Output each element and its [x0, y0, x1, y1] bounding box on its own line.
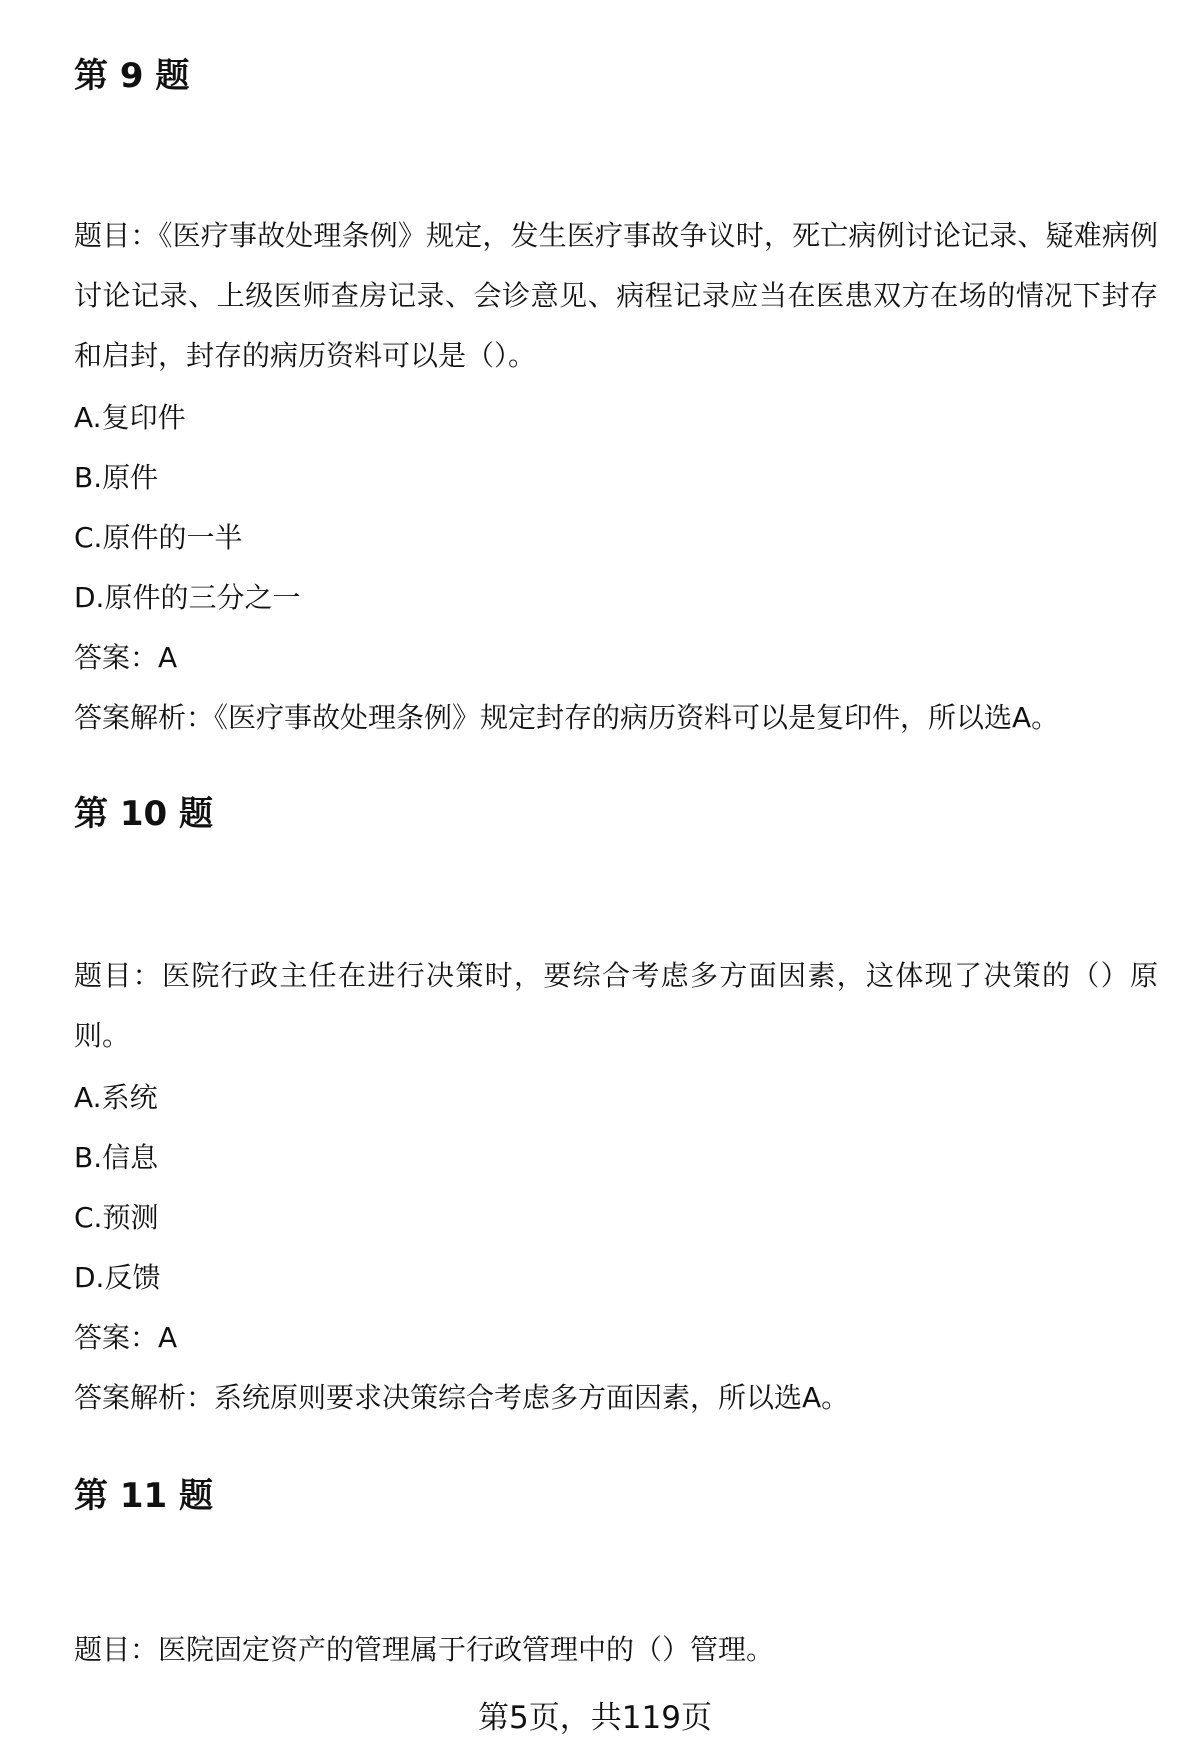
- question-9-option-d: D.原件的三分之一: [74, 581, 301, 614]
- question-10-stem: 题目：医院行政主任在进行决策时，要综合考虑多方面因素，这体现了决策的（）原则。: [74, 959, 1158, 1052]
- question-11-stem: 题目：医院固定资产的管理属于行政管理中的（）管理。: [74, 1633, 775, 1666]
- page-footer: 第5页，共119页: [478, 1700, 712, 1736]
- question-9-answer: 答案：A: [74, 641, 178, 674]
- question-9-stem: 题目：《医疗事故处理条例》规定，发生医疗事故争议时，死亡病例讨论记录、疑难病例讨论记录、上级医师查房记录、会诊意见、病程记录应当在医患双方在场的情况下封存和启封，封存的病历资料可以是（）。: [74, 219, 1158, 372]
- question-10-option-c: C.预测: [74, 1201, 159, 1234]
- question-11-heading: 第 11 题: [74, 1476, 213, 1516]
- question-9-option-a: A.复印件: [74, 401, 186, 434]
- question-10-option-a: A.系统: [74, 1081, 158, 1114]
- question-9-option-b: B.原件: [74, 461, 159, 494]
- question-10-answer: 答案：A: [74, 1321, 178, 1354]
- question-10-option-b: B.信息: [74, 1141, 159, 1174]
- question-10-option-d: D.反馈: [74, 1261, 161, 1294]
- question-9-option-c: C.原件的一半: [74, 521, 243, 554]
- question-9-heading: 第 9 题: [74, 56, 190, 96]
- question-9-analysis: 答案解析：《医疗事故处理条例》规定封存的病历资料可以是复印件，所以选A。: [74, 701, 1060, 734]
- question-10-analysis: 答案解析：系统原则要求决策综合考虑多方面因素，所以选A。: [74, 1381, 850, 1414]
- question-10-heading: 第 10 题: [74, 794, 213, 834]
